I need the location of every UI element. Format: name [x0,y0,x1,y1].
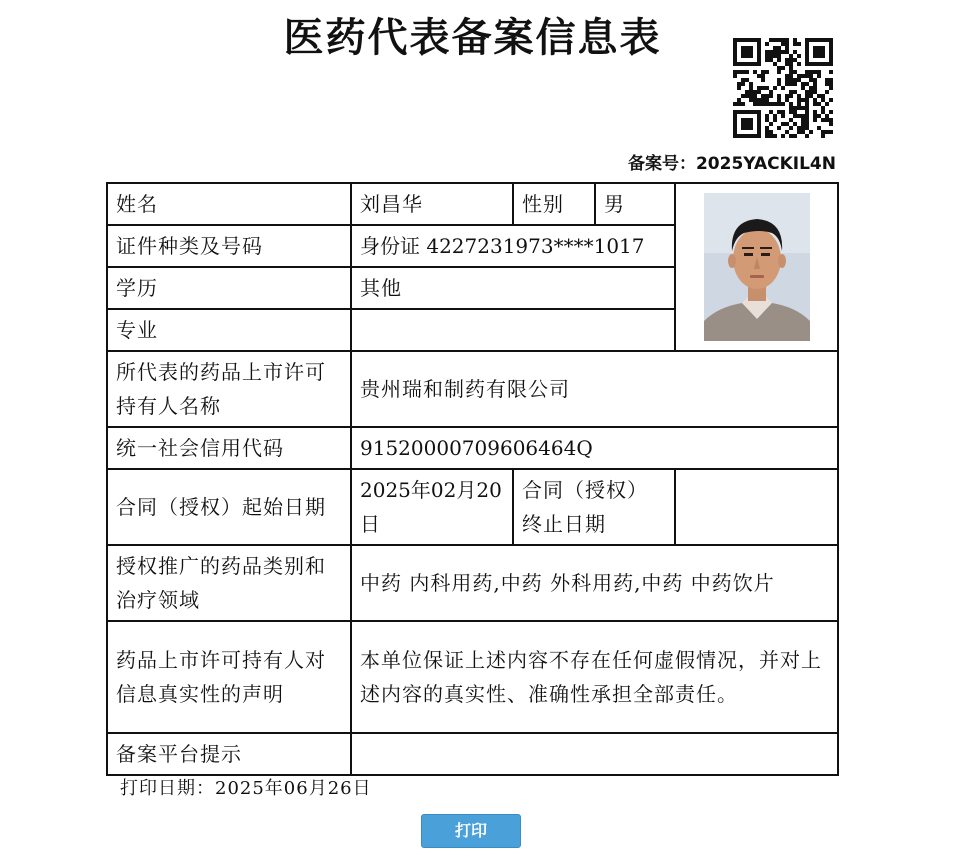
holder-value: 贵州瑞和制药有限公司 [351,351,838,427]
platform-hint-value [351,733,838,775]
name-value: 刘昌华 [351,183,513,225]
declaration-value: 本单位保证上述内容不存在任何虚假情况，并对上述内容的真实性、准确性承担全部责任。 [351,621,838,733]
major-value [351,309,675,351]
contract-start-label: 合同（授权）起始日期 [107,469,351,545]
id-label: 证件种类及号码 [107,225,351,267]
photo-cell [675,183,838,351]
scope-value: 中药 内科用药,中药 外科用药,中药 中药饮片 [351,545,838,621]
education-value: 其他 [351,267,675,309]
info-table [106,182,839,776]
table-row [107,469,838,545]
declaration-label: 药品上市许可持有人对信息真实性的声明 [107,621,351,733]
major-label: 专业 [107,309,351,351]
print-date: 打印日期：2025年06月26日 [120,778,372,799]
table-row [107,621,838,733]
record-number [628,152,836,176]
table-row [107,545,838,621]
table-row [107,733,838,775]
record-number-label: 备案号： [627,154,696,174]
record-number-value: 2025YACKIL4N [695,154,836,174]
education-label: 学历 [107,267,351,309]
table-row [107,427,838,469]
holder-label: 所代表的药品上市许可持有人名称 [107,351,351,427]
credit-code-label: 统一社会信用代码 [107,427,351,469]
name-label: 姓名 [107,183,351,225]
gender-value: 男 [595,183,675,225]
platform-hint-label: 备案平台提示 [107,733,351,775]
credit-code-value: 91520000709606464Q [351,427,838,469]
contract-end-label: 合同（授权）终止日期 [513,469,675,545]
page-title: 医药代表备案信息表 [283,15,662,61]
gender-label: 性别 [513,183,595,225]
id-value: 身份证 4227231973****1017 [351,225,675,267]
qr-code-icon [733,38,833,138]
table-row [107,351,838,427]
contract-start-value: 2025年02月20日 [351,469,513,545]
table-row [107,183,838,225]
print-button[interactable]: 打印 [421,814,521,848]
id-photo [704,193,810,341]
contract-end-value [675,469,838,545]
scope-label: 授权推广的药品类别和治疗领域 [107,545,351,621]
